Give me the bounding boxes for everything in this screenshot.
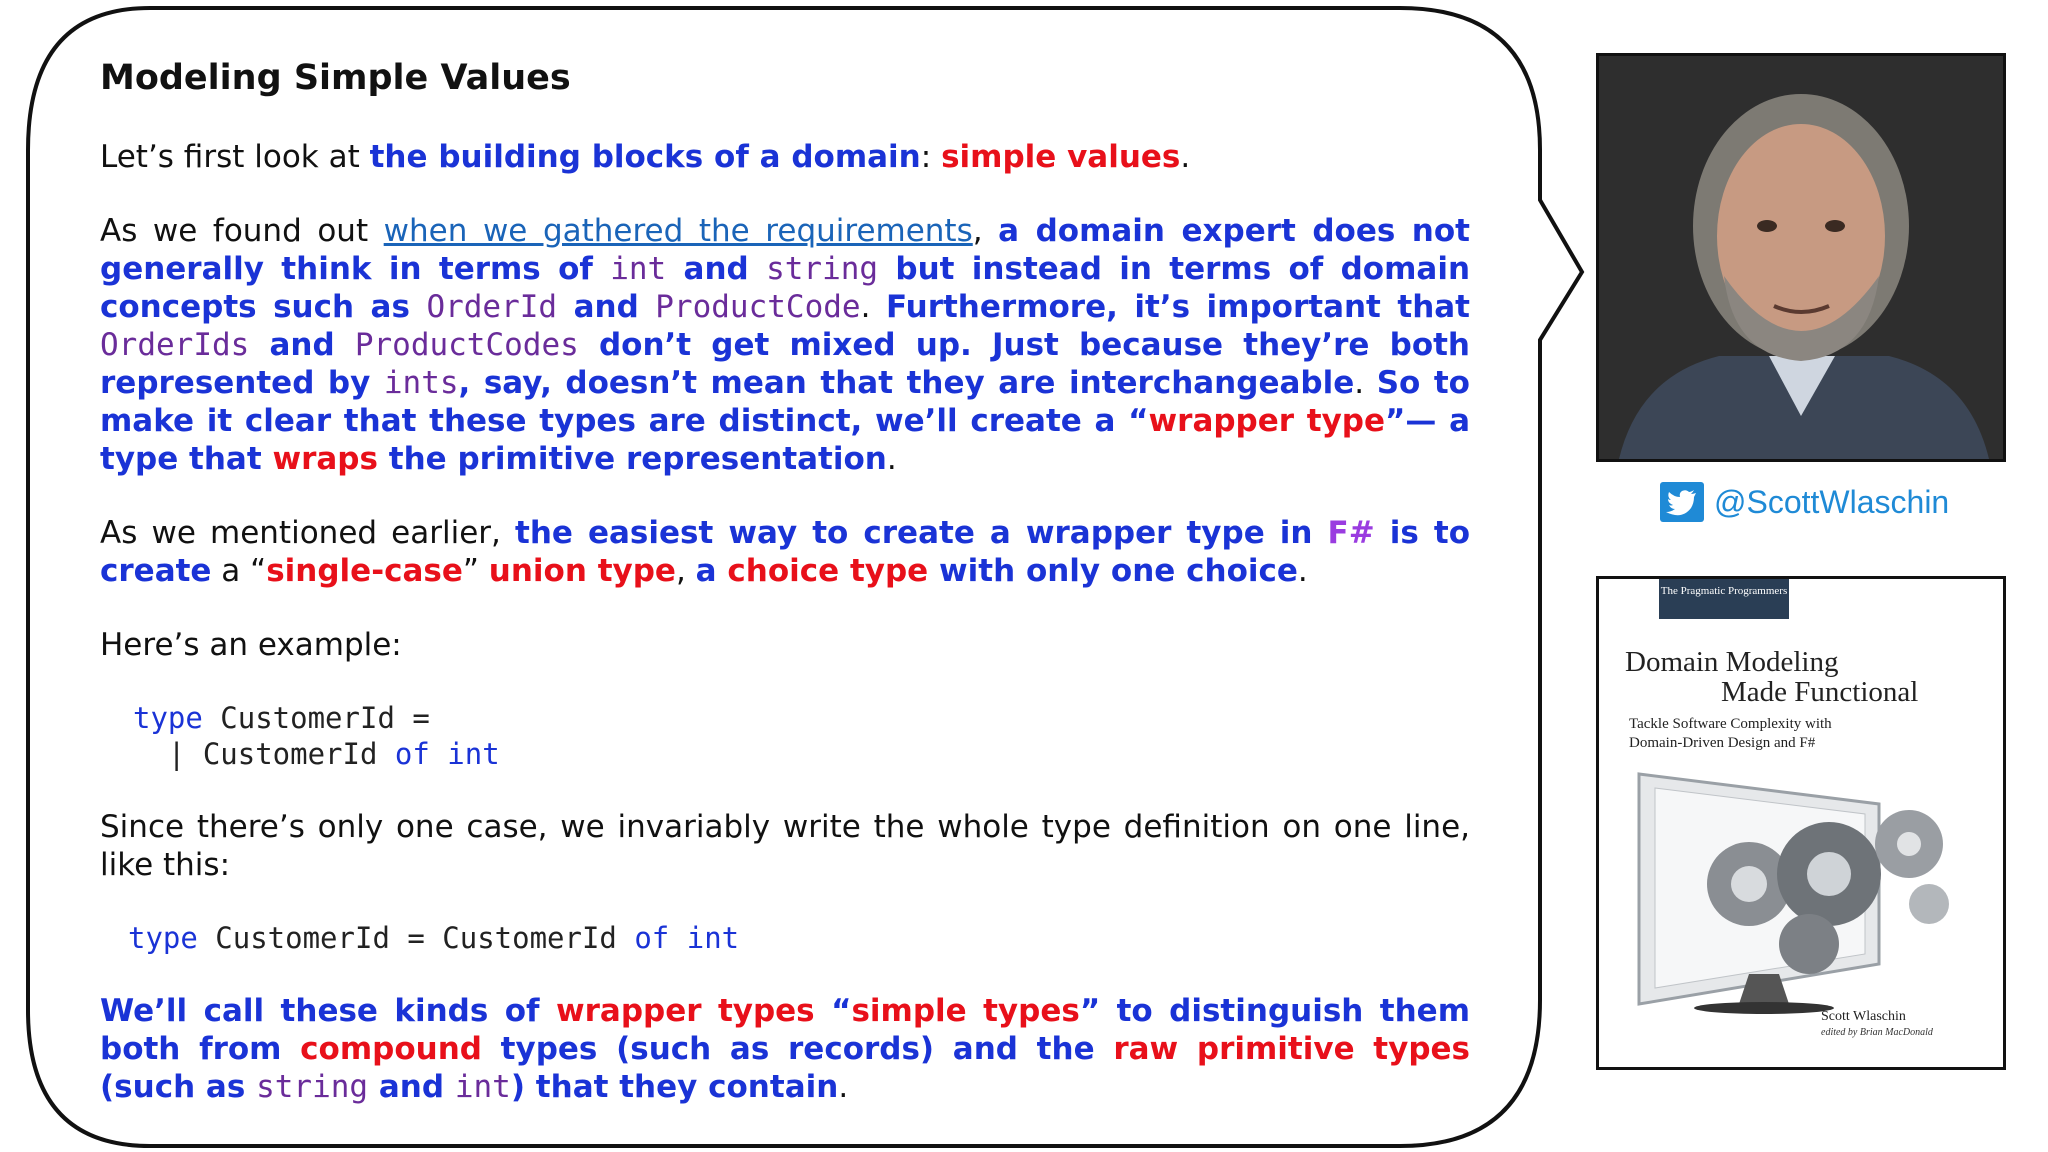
book-cover	[1596, 576, 2006, 1070]
book-title: Domain Modeling Made Functional	[1625, 646, 1919, 708]
author-photo	[1596, 53, 2006, 462]
requirements-paragraph: As we found out when we gathered the requirements, a domain expert does not generally think in terms of int and string but instead in terms of domain concepts such as OrderId and ProductCode. Furthermore, it’s important that OrderIds and ProductCodes don’t get mixed up. Just because they’re both represented by ints, say, doesn’t mean that they are interchangeable. So to make it clear that these types are distinct, we’ll create a “wrapper type”— a type that wraps the primitive representation.	[100, 213, 1471, 477]
book-author: Scott Wlaschin	[1821, 1009, 1906, 1024]
gears-illustration	[1629, 764, 1979, 1014]
simple-types-paragraph: We’ll call these kinds of wrapper types “simple types” to distinguish them both from compound types (such as records) and the raw primitive types (such as string and int) that they contain.	[100, 993, 1471, 1105]
wrapper-type-paragraph: As we mentioned earlier, the easiest way to create a wrapper type in F# is to create a “single-case” union type, a choice type with only one choice.	[100, 515, 1470, 589]
intro-paragraph: Let’s first look at the building blocks of a domain: simple values.	[100, 139, 1191, 175]
one-line-paragraph: Since there’s only one case, we invariably write the whole type definition on one line, like this:	[100, 809, 1470, 883]
twitter-bird-icon	[1660, 482, 1704, 522]
code-block-multiline: type CustomerId = | CustomerId of int	[133, 701, 500, 771]
book-editor: edited by Brian MacDonald	[1821, 1027, 1933, 1038]
twitter-handle-text[interactable]: @ScottWlaschin	[1714, 483, 1950, 520]
page-title: Modeling Simple Values	[100, 58, 571, 98]
book-subtitle: Tackle Software Complexity with Domain-Driven Design and F#	[1629, 716, 1832, 751]
code-block-oneline: type CustomerId = CustomerId of int	[128, 921, 740, 955]
example-label: Here’s an example:	[100, 627, 402, 663]
twitter-handle[interactable]	[1660, 482, 1949, 522]
publisher-banner: The Pragmatic Programmers	[1659, 579, 1789, 619]
slide-content	[100, 58, 1470, 1142]
requirements-link[interactable]: when we gathered the requirements	[383, 213, 973, 249]
